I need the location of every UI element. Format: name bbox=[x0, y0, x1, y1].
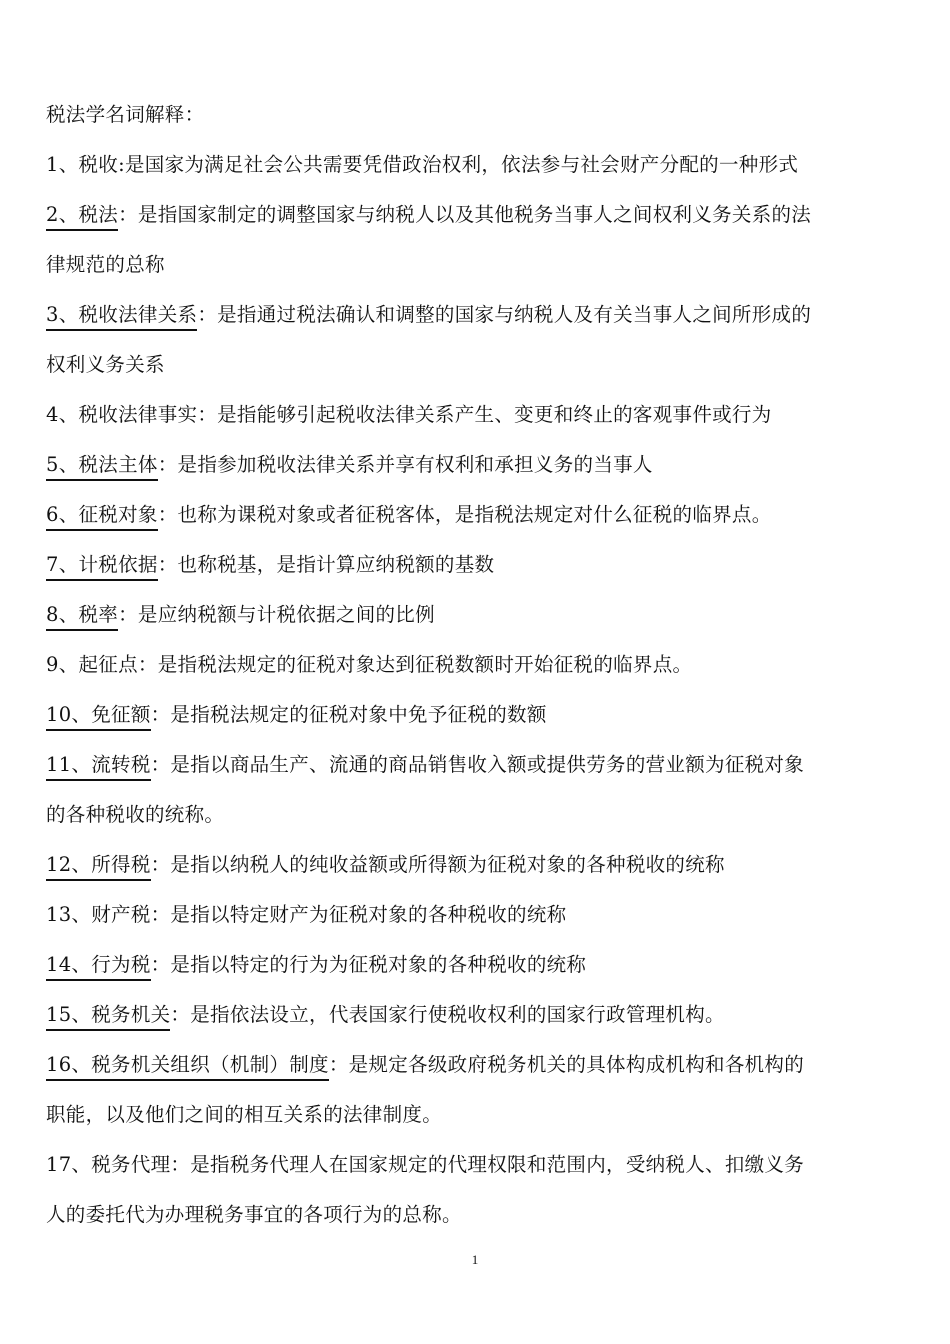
glossary-entry bbox=[46, 690, 906, 740]
entry-definition: ：是指依法设立，代表国家行使税收权利的国家行政管理机构。 bbox=[170, 1003, 725, 1026]
entry-term: 13、财产税 bbox=[46, 903, 151, 926]
glossary-entry-continuation bbox=[46, 790, 906, 840]
entry-definition: ：也称税基，是指计算应纳税额的基数 bbox=[157, 553, 495, 576]
entry-term: 6、征税对象 bbox=[46, 503, 158, 531]
entry-definition: 人的委托代为办理税务事宜的各项行为的总称。 bbox=[46, 1203, 462, 1226]
glossary-entry-continuation bbox=[46, 1190, 906, 1240]
entry-definition: ：是指以纳税人的纯收益额或所得额为征税对象的各种税收的统称 bbox=[150, 853, 725, 876]
entry-term: 2、税法 bbox=[46, 203, 118, 231]
glossary-entry bbox=[46, 640, 906, 690]
entry-term: 5、税法主体 bbox=[46, 453, 158, 481]
entry-definition: ：是指税务代理人在国家规定的代理权限和范围内，受纳税人、扣缴义务 bbox=[170, 1153, 805, 1176]
entry-term: 7、计税依据 bbox=[46, 553, 158, 581]
entry-definition: ：是指国家制定的调整国家与纳税人以及其他税务当事人之间权利义务关系的法 bbox=[118, 203, 812, 226]
entry-term: 1、税收 bbox=[46, 153, 119, 176]
entry-term: 4、税收法律事实 bbox=[46, 403, 198, 426]
entry-definition: ：是指参加税收法律关系并享有权利和承担义务的当事人 bbox=[157, 453, 653, 476]
glossary-entry bbox=[46, 290, 906, 340]
entry-definition: ：是指以特定的行为为征税对象的各种税收的统称 bbox=[150, 953, 587, 976]
entry-definition: ：是规定各级政府税务机关的具体构成机构和各机构的 bbox=[328, 1053, 805, 1076]
glossary-entry bbox=[46, 540, 906, 590]
entry-definition: ：是指税法规定的征税对象达到征税数额时开始征税的临界点。 bbox=[137, 653, 693, 676]
entry-definition: ：是指税法规定的征税对象中免予征税的数额 bbox=[150, 703, 547, 726]
entry-definition: 权利义务关系 bbox=[46, 353, 165, 376]
entry-definition: 职能，以及他们之间的相互关系的法律制度。 bbox=[46, 1103, 443, 1126]
glossary-entry bbox=[46, 490, 906, 540]
glossary-entry-continuation bbox=[46, 340, 906, 390]
entry-definition: 律规范的总称 bbox=[46, 253, 165, 276]
entry-definition: :是国家为满足社会公共需要凭借政治权利，依法参与社会财产分配的一种形式 bbox=[118, 153, 799, 176]
page-number: 1 bbox=[471, 1252, 479, 1267]
glossary-entry bbox=[46, 740, 906, 790]
glossary-entry bbox=[46, 840, 906, 890]
glossary-entry bbox=[46, 190, 906, 240]
entry-definition: 的各种税收的统称。 bbox=[46, 803, 225, 826]
entry-term: 11、流转税 bbox=[46, 753, 151, 781]
glossary-entry bbox=[46, 140, 906, 190]
entry-term: 14、行为税 bbox=[46, 953, 151, 981]
glossary-entry bbox=[46, 390, 906, 440]
glossary-entry bbox=[46, 940, 906, 990]
entry-term: 3、税收法律关系 bbox=[46, 303, 197, 331]
glossary-entry bbox=[46, 590, 906, 640]
entry-definition: ：是应纳税额与计税依据之间的比例 bbox=[118, 603, 435, 626]
glossary-entry bbox=[46, 1040, 906, 1090]
entry-term: 17、税务代理 bbox=[46, 1153, 171, 1176]
entry-definition: ：也称为课税对象或者征税客体，是指税法规定对什么征税的临界点。 bbox=[157, 503, 772, 526]
glossary-entry bbox=[46, 990, 906, 1040]
entry-term: 8、税率 bbox=[46, 603, 118, 631]
glossary-entry bbox=[46, 1140, 906, 1190]
entry-term: 15、税务机关 bbox=[46, 1003, 170, 1031]
entry-definition: ：是指能够引起税收法律关系产生、变更和终止的客观事件或行为 bbox=[197, 403, 772, 426]
document-body bbox=[46, 90, 906, 1240]
glossary-entry bbox=[46, 890, 906, 940]
glossary-entry-continuation bbox=[46, 240, 906, 290]
entry-term: 10、免征额 bbox=[46, 703, 151, 731]
entry-definition: ：是指通过税法确认和调整的国家与纳税人及有关当事人之间所形成的 bbox=[197, 303, 812, 326]
entry-definition: ：是指以商品生产、流通的商品销售收入额或提供劳务的营业额为征税对象 bbox=[150, 753, 805, 776]
document-heading: 税法学名词解释： bbox=[46, 103, 205, 126]
entry-definition: ：是指以特定财产为征税对象的各种税收的统称 bbox=[150, 903, 567, 926]
entry-term: 12、所得税 bbox=[46, 853, 151, 881]
glossary-entry bbox=[46, 440, 906, 490]
entry-term: 9、起征点 bbox=[46, 653, 138, 676]
entry-term: 16、税务机关组织（机制）制度 bbox=[46, 1053, 329, 1081]
glossary-entry-continuation bbox=[46, 1090, 906, 1140]
